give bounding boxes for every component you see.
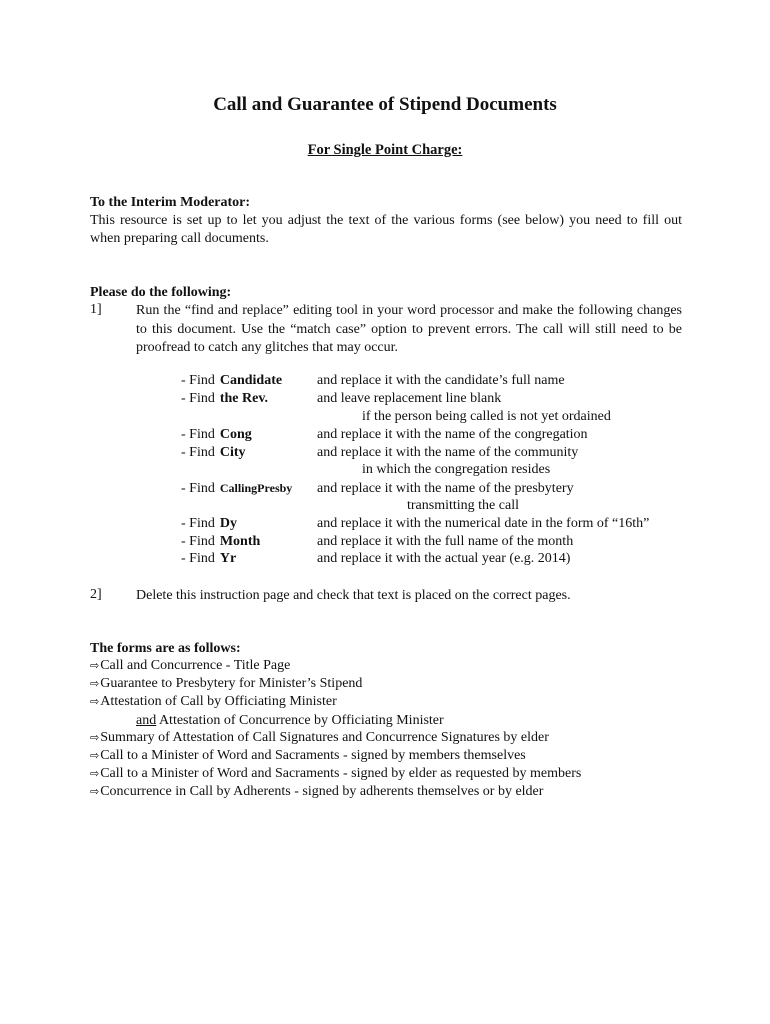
find-term: City xyxy=(219,445,246,460)
find-prefix: - Find xyxy=(181,427,215,442)
find-term: Month xyxy=(219,534,261,549)
replacement-instruction: and replace it with the candidate’s full name xyxy=(317,373,565,388)
find-prefix: - Find xyxy=(181,534,215,549)
arrow-right-icon: ⇨ xyxy=(90,695,100,708)
page-subtitle: For Single Point Charge: xyxy=(307,142,463,158)
list-item xyxy=(90,658,290,674)
form-item-label: Guarantee to Presbytery for Minister’s Stipend xyxy=(100,676,363,691)
step-1-number: 1] xyxy=(90,302,102,317)
find-prefix: - Find xyxy=(181,391,215,406)
arrow-right-icon: ⇨ xyxy=(90,767,100,780)
replacement-instruction: and replace it with the actual year (e.g. 2014) xyxy=(317,551,571,566)
find-term: CallingPresby xyxy=(219,481,293,495)
replacement-instruction: and replace it with the name of the presbytery xyxy=(317,481,574,496)
list-item xyxy=(90,694,337,710)
interim-moderator-heading: To the Interim Moderator: xyxy=(90,195,251,210)
form-item-label: Call to a Minister of Word and Sacraments - signed by elder as requested by members xyxy=(100,766,582,781)
find-term: Dy xyxy=(219,516,237,531)
arrow-right-icon: ⇨ xyxy=(90,659,100,672)
step-2-number: 2] xyxy=(90,587,102,602)
form-item-label: Call and Concurrence - Title Page xyxy=(100,658,291,673)
find-term: Cong xyxy=(219,427,252,442)
arrow-right-icon: ⇨ xyxy=(90,749,100,762)
replacement-find xyxy=(181,391,268,407)
find-term: Candidate xyxy=(219,373,283,388)
instructions-heading: Please do the following: xyxy=(90,285,232,300)
replacement-find xyxy=(181,551,236,567)
find-prefix: - Find xyxy=(181,551,215,566)
form-item-label: Attestation of Concurrence by Officiating Minister xyxy=(156,713,444,728)
form-item-label: Concurrence in Call by Adherents - signed by adherents themselves or by elder xyxy=(100,784,544,799)
replacement-find xyxy=(181,445,246,461)
form-item-label: Summary of Attestation of Call Signatures and Concurrence Signatures by elder xyxy=(100,730,549,745)
step-1-text: Run the “find and replace” editing tool in your word processor and make the following changes to this document. Use the “match case” option to prevent errors. The call will still need to be proofread to catch any glitches that may occur. xyxy=(136,303,682,355)
replacement-find xyxy=(181,373,282,389)
list-item xyxy=(90,766,581,782)
list-item xyxy=(90,676,362,692)
arrow-right-icon: ⇨ xyxy=(90,731,100,744)
list-item xyxy=(90,784,543,800)
find-term: the Rev. xyxy=(219,391,269,406)
replacement-continuation: transmitting the call xyxy=(407,498,519,513)
intro-paragraph: This resource is set up to let you adjust the text of the various forms (see below) you need to fill out when preparing call documents. xyxy=(90,213,682,246)
find-prefix: - Find xyxy=(181,481,215,496)
replacement-find xyxy=(181,427,252,443)
replacement-find xyxy=(181,481,292,497)
replacement-continuation: in which the congregation resides xyxy=(362,462,551,477)
list-item-continuation xyxy=(136,712,444,730)
step-2-text: Delete this instruction page and check that text is placed on the correct pages. xyxy=(136,588,571,603)
replacement-instruction: and replace it with the full name of the month xyxy=(317,534,574,549)
find-prefix: - Find xyxy=(181,373,215,388)
replacement-instruction: and replace it with the name of the community xyxy=(317,445,579,460)
form-item-label: Call to a Minister of Word and Sacraments - signed by members themselves xyxy=(100,748,526,763)
list-item xyxy=(90,730,549,746)
replacement-find xyxy=(181,516,237,532)
and-underlined: and xyxy=(136,713,157,728)
arrow-right-icon: ⇨ xyxy=(90,785,100,798)
arrow-right-icon: ⇨ xyxy=(90,677,100,690)
page-title: Call and Guarantee of Stipend Documents xyxy=(213,94,557,115)
replacement-find xyxy=(181,534,260,550)
replacement-instruction: and leave replacement line blank xyxy=(317,391,502,406)
replacement-instruction: and replace it with the name of the congregation xyxy=(317,427,588,442)
replacement-instruction: and replace it with the numerical date in the form of “16th” xyxy=(317,516,650,531)
forms-heading: The forms are as follows: xyxy=(90,641,241,656)
replacement-continuation: if the person being called is not yet ordained xyxy=(362,409,611,424)
find-prefix: - Find xyxy=(181,445,215,460)
list-item xyxy=(90,748,526,764)
find-prefix: - Find xyxy=(181,516,215,531)
form-item-label: Attestation of Call by Officiating Minister xyxy=(100,694,337,709)
find-term: Yr xyxy=(219,551,237,566)
